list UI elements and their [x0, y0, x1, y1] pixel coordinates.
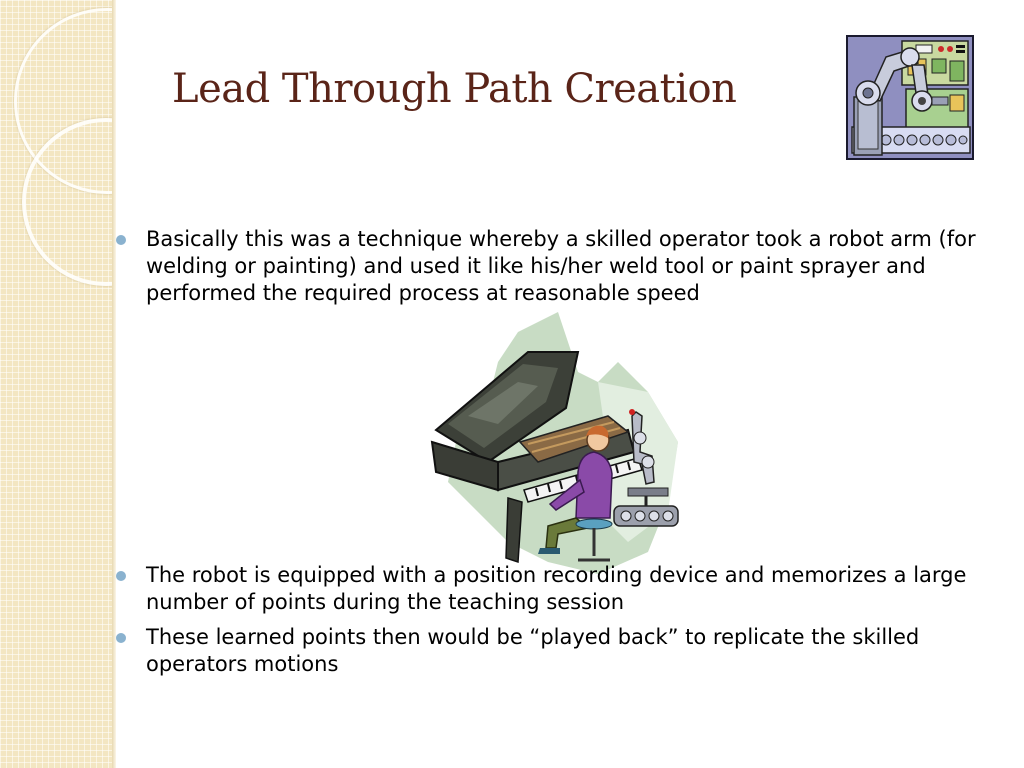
bullet-text: Basically this was a technique whereby a skilled operator took a robot arm (for welding or painting) and used it like his/her weld tool or paint sprayer and performed the required process at reasonable speed	[146, 227, 976, 305]
bullet-text: The robot is equipped with a position recording device and memorizes a large number of points during the teaching session	[146, 563, 967, 614]
bullet-item	[146, 624, 976, 678]
bullet-text: These learned points then would be “played back” to replicate the skilled operators motions	[146, 625, 920, 676]
side-band-edge	[112, 0, 116, 768]
robot-arm-clipart	[846, 35, 974, 160]
bullet-item	[146, 226, 976, 307]
bullet-item	[146, 562, 976, 616]
bullet-marker	[116, 571, 126, 581]
bullet-marker	[116, 235, 126, 245]
decorative-side-band	[0, 0, 112, 768]
pianist-robot-clipart	[428, 312, 690, 574]
slide-title: Lead Through Path Creation	[172, 66, 737, 112]
bullet-marker	[116, 633, 126, 643]
